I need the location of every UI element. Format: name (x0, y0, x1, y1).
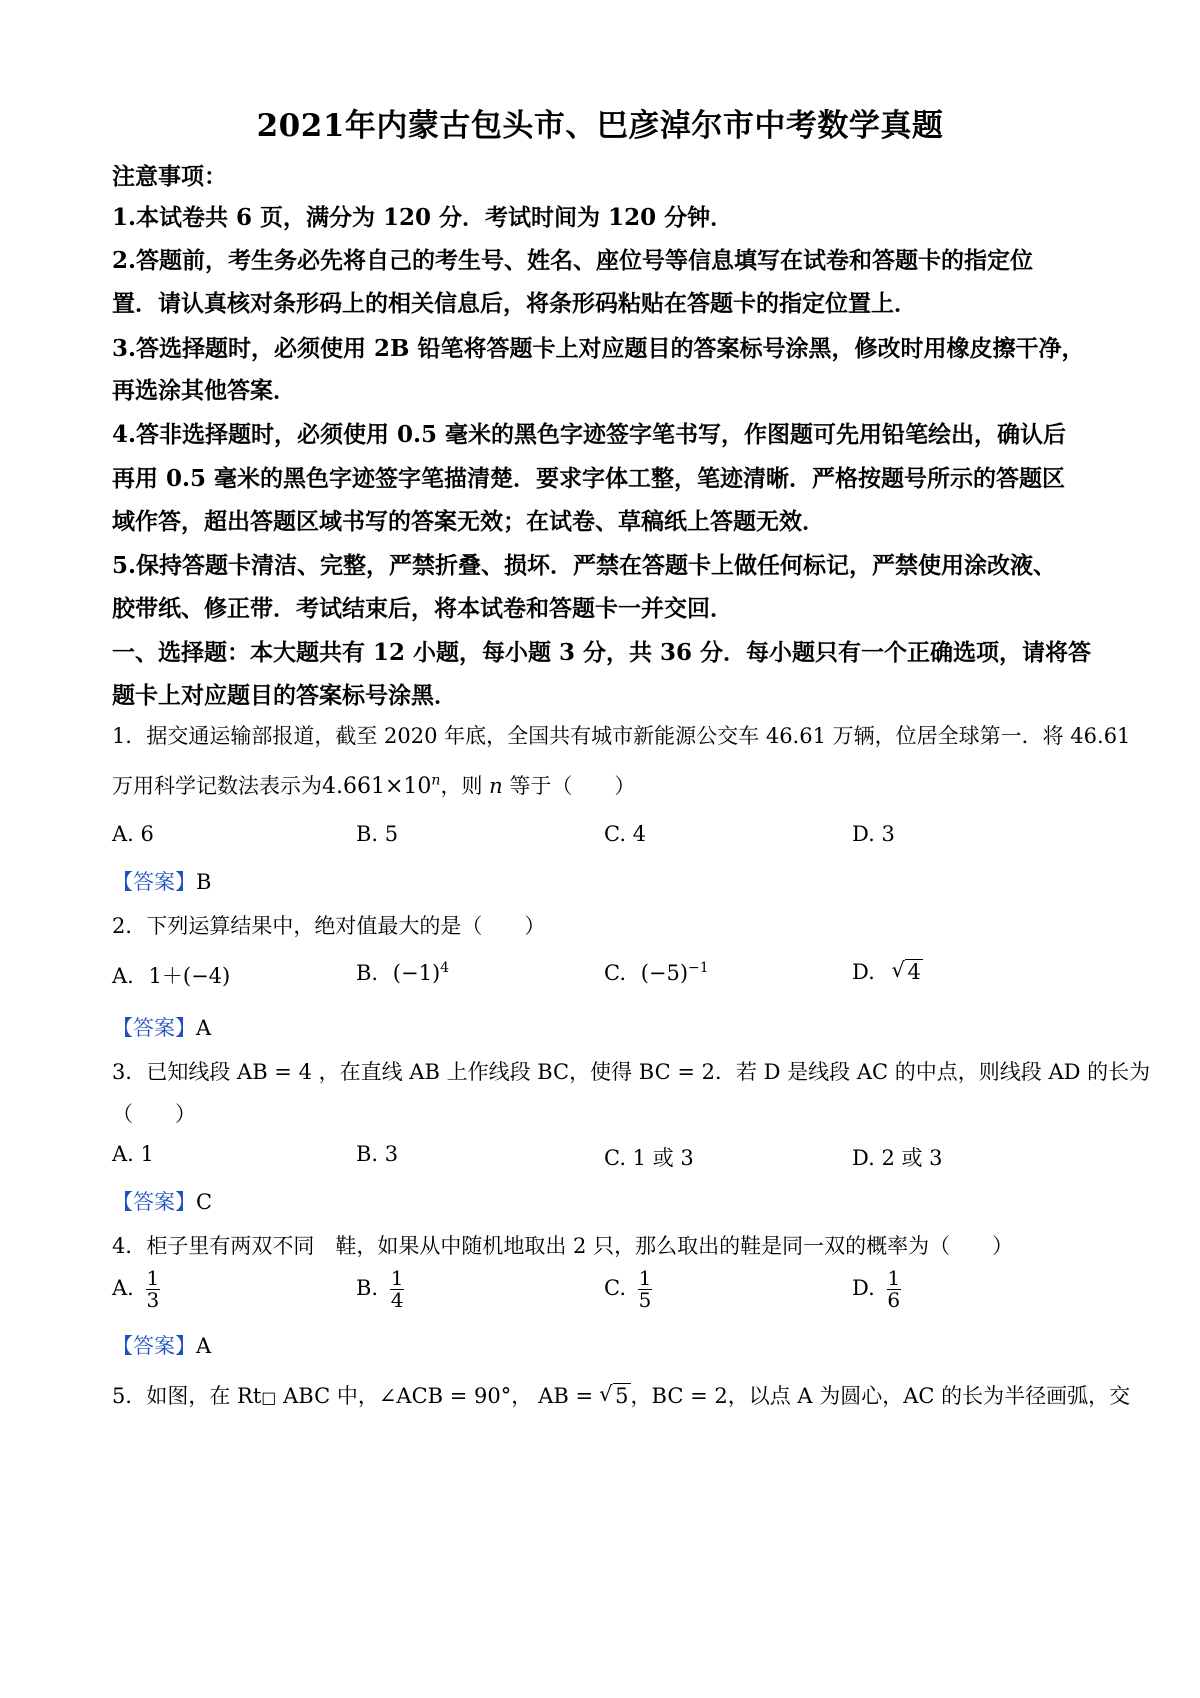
question-2-option-c-label: C. (604, 961, 626, 985)
question-4-option-c (604, 1268, 652, 1311)
question-4-option-b-label: B. (356, 1276, 379, 1300)
question-1-answer-value: B (196, 870, 212, 894)
notice-heading: 注意事项： (112, 163, 227, 190)
question-4-option-a-label: A. (112, 1276, 134, 1300)
question-1-expression (322, 774, 440, 799)
section-heading-line-1: 一、选择题：本大题共有 12 小题，每小题 3 分，共 36 分．每小题只有一个正确选项，请将答 (112, 639, 1092, 666)
fraction-numerator: 1 (638, 1266, 652, 1290)
question-1-option-c: C. 4 (604, 822, 647, 846)
question-2-answer-value: A (196, 1016, 212, 1040)
question-5-text-3: ，BC = 2，以点 A 为圆心，AC 的长为半径画弧，交 (630, 1384, 1131, 1408)
answer-tag: 【答案】 (112, 1190, 196, 1214)
question-2-option-d (852, 960, 923, 984)
question-1-option-a: A. 6 (112, 822, 154, 846)
fraction-numerator: 1 (390, 1266, 404, 1290)
question-2-option-a (112, 960, 230, 990)
answer-tag: 【答案】 (112, 1334, 196, 1358)
notice-item-4-line-2: 再用 0.5 毫米的黑色字迹签字笔描清楚．要求字体工整，笔迹清晰．严格按题号所示的答题区 (112, 465, 1066, 492)
question-2-option-d-label: D. (852, 960, 875, 984)
question-1-option-b: B. 5 (356, 822, 399, 846)
question-4-option-a (112, 1268, 160, 1311)
question-2-option-d-sqrt (891, 960, 922, 984)
question-5-ab-label: AB = (538, 1384, 594, 1408)
question-3-option-d: D. 2 或 3 (852, 1146, 943, 1170)
question-5-text-2: ABC 中，∠ACB = 90°， (276, 1384, 533, 1408)
question-3-option-c: C. 1 或 3 (604, 1146, 694, 1170)
question-1-stem-line-2 (112, 770, 635, 800)
notice-item-1: 1.本试卷共 6 页，满分为 120 分．考试时间为 120 分钟． (112, 204, 734, 231)
question-3-answer-value: C (196, 1190, 213, 1214)
missing-glyph-box: □ (261, 1388, 277, 1407)
question-2-option-b-base: (−1) (392, 961, 441, 985)
notice-item-2-line-2: 置．请认真核对条形码上的相关信息后，将条形码粘贴在答题卡的指定位置上． (112, 290, 917, 317)
question-1-variable: n (489, 774, 503, 798)
question-5-text-1: 5．如图，在 Rt (112, 1384, 262, 1408)
question-2-option-a-label: A. (112, 964, 134, 988)
question-1-text: 万用科学记数法表示为 (112, 774, 322, 798)
question-3-answer (112, 1186, 212, 1216)
question-4-option-a-fraction (146, 1268, 160, 1311)
notice-item-5-line-1: 5.保持答题卡清洁、完整，严禁折叠、损坏．严禁在答题卡上做任何标记，严禁使用涂改液、 (112, 552, 1057, 579)
question-2-option-b-exponent: 4 (440, 960, 450, 976)
question-4-option-b-fraction (390, 1268, 404, 1311)
question-4-answer (112, 1330, 211, 1360)
question-4-stem: 4．柜子里有两双不同 鞋，如果从中随机地取出 2 只，那么取出的鞋是同一双的概率为（ ） (112, 1234, 1014, 1258)
fraction-numerator: 1 (146, 1266, 160, 1290)
notice-item-3-line-1: 3.答选择题时，必须使用 2B 铅笔将答题卡上对应题目的答案标号涂黑，修改时用橡皮擦干净， (112, 335, 1085, 362)
fraction-denominator: 6 (887, 1288, 901, 1312)
question-2-option-b (356, 960, 449, 985)
question-2-option-c-expression (641, 961, 709, 985)
question-3-stem-line-2: （ ） (112, 1102, 196, 1126)
question-1-text-3: 等于（ ） (502, 774, 636, 798)
question-4-option-b (356, 1268, 404, 1311)
notice-item-4-line-3: 域作答，超出答题区域书写的答案无效；在试卷、草稿纸上答题无效． (112, 508, 825, 535)
answer-tag: 【答案】 (112, 870, 196, 894)
notice-item-2-line-1: 2.答题前，考生务必先将自己的考生号、姓名、座位号等信息填写在试卷和答题卡的指定位 (112, 247, 1034, 274)
question-4-option-d-label: D. (852, 1276, 875, 1300)
question-1-exponent: n (431, 772, 441, 789)
question-1-text-2: ，则 (440, 774, 490, 798)
question-5-radicand: 5 (615, 1384, 629, 1408)
question-2-option-c (604, 960, 709, 985)
question-2-option-c-exponent: −1 (688, 960, 709, 976)
question-2-option-b-label: B. (356, 961, 379, 985)
question-1-answer (112, 866, 211, 896)
section-heading-line-2: 题卡上对应题目的答案标号涂黑． (112, 682, 457, 709)
notice-item-4-line-1: 4.答非选择题时，必须使用 0.5 毫米的黑色字迹签字笔书写，作图题可先用铅笔绘出，确认后 (112, 421, 1067, 448)
question-5-sqrt (599, 1384, 630, 1408)
question-1-stem-line-1: 1．据交通运输部报道，截至 2020 年底，全国共有城市新能源公交车 46.61 万辆，位居全球第一．将 46.61 (112, 724, 1131, 748)
notice-item-3-line-2: 再选涂其他答案． (112, 377, 296, 404)
question-4-option-c-fraction (638, 1268, 652, 1311)
page-title: 2021年内蒙古包头市、巴彦淖尔市中考数学真题 (256, 108, 944, 144)
question-4-answer-value: A (196, 1334, 212, 1358)
notice-item-5-line-2: 胶带纸、修正带．考试结束后，将本试卷和答题卡一并交回． (112, 595, 733, 622)
question-2-stem: 2．下列运算结果中，绝对值最大的是（ ） (112, 914, 546, 938)
fraction-denominator: 3 (146, 1288, 160, 1312)
question-1-expression-base: 4.661×10 (322, 774, 432, 799)
question-3-stem-line-1: 3．已知线段 AB = 4 ，在直线 AB 上作线段 BC，使得 BC = 2．若 D 是线段 AC 的中点，则线段 AD 的长为 (112, 1060, 1151, 1084)
question-5-stem-line-1 (112, 1380, 1130, 1410)
question-4-option-d (852, 1268, 901, 1311)
fraction-numerator: 1 (887, 1266, 901, 1290)
answer-tag: 【答案】 (112, 1016, 196, 1040)
question-3-option-b: B. 3 (356, 1142, 399, 1166)
question-2-option-c-base: (−5) (640, 961, 689, 985)
question-3-option-a: A. 1 (112, 1142, 154, 1166)
question-1-option-d: D. 3 (852, 822, 895, 846)
question-4-option-d-fraction (887, 1268, 901, 1311)
question-2-answer (112, 1012, 211, 1042)
question-4-option-c-label: C. (604, 1276, 626, 1300)
question-2-option-d-radicand: 4 (907, 960, 921, 984)
question-2-option-a-expression: 1＋(−4) (148, 964, 231, 988)
fraction-denominator: 5 (638, 1288, 652, 1312)
fraction-denominator: 4 (390, 1288, 404, 1312)
question-2-option-b-expression (393, 961, 449, 985)
